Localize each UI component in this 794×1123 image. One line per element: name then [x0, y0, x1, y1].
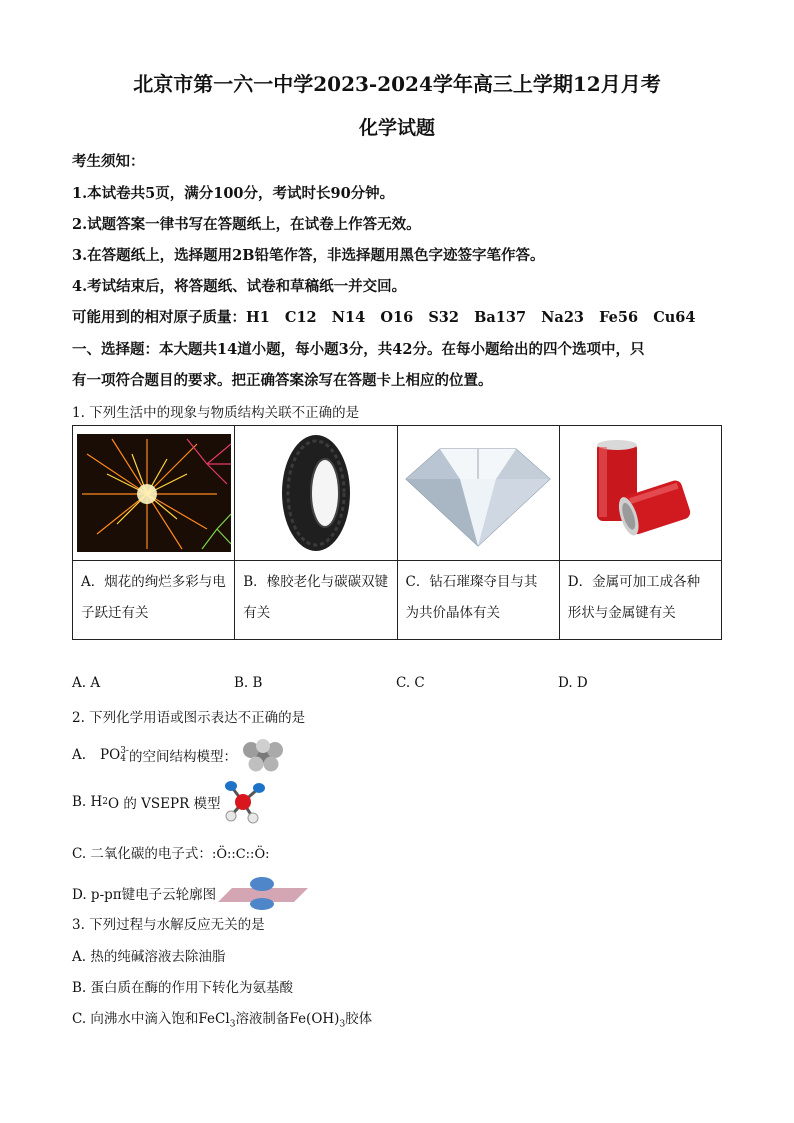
- q3-stem: 3. 下列过程与水解反应无关的是: [72, 917, 265, 933]
- q1-answer-c: C. C: [396, 675, 425, 691]
- q3-c-sub1: 3: [229, 1019, 236, 1030]
- q2-d-text: D. p-pπ键电子云轮廓图: [72, 887, 217, 903]
- q1-option-a-text: A．烟花的绚烂多彩与电子跃迁有关: [73, 561, 235, 640]
- notice-item-4: 4.考试结束后，将答题纸、试卷和草稿纸一并交回。: [72, 278, 407, 295]
- section1-line1: 一、选择题：本大题共14道小题，每小题3分，共42分。在每小题给出的四个选项中，只: [72, 341, 645, 358]
- q1-options-table: [72, 425, 722, 640]
- q2-a-formula: PO: [100, 746, 121, 763]
- q2-option-d: [72, 876, 308, 910]
- q1-option-d-text: D．金属可加工成各种形状与金属键有关: [559, 561, 721, 640]
- q3-c-pre: C. 向沸水中滴入饱和FeCl: [72, 1011, 230, 1027]
- q3-c-sub2: 3: [339, 1019, 346, 1030]
- notice-item-1: 1.本试卷共5页，满分100分，考试时长90分钟。: [72, 185, 395, 202]
- q2-a-prefix: A.: [72, 747, 87, 763]
- q1-answer-b: B. B: [234, 675, 263, 691]
- q2-c-formula: :Ö::C::Ö:: [211, 847, 270, 862]
- q1-option-a-image: [73, 426, 235, 561]
- p-p-pi-orbital-icon: [218, 876, 308, 910]
- exam-subtitle: 化学试题: [358, 117, 435, 139]
- q2-option-c: [72, 842, 269, 862]
- q1-option-b-image: [235, 426, 397, 561]
- q2-c-text: C. 二氧化碳的电子式：: [72, 846, 212, 862]
- q2-option-b: [72, 780, 267, 824]
- notice-item-2: 2.试题答案一律书写在答题纸上，在试卷上作答无效。: [72, 216, 421, 233]
- q1-option-c-image: [397, 426, 559, 561]
- tetrahedral-model-icon: [241, 738, 285, 772]
- cans-icon: [575, 433, 705, 553]
- q2-b-suffix: O 的 VSEPR 模型: [108, 796, 221, 812]
- notice-heading: 考生须知：: [72, 153, 145, 170]
- q2-a-subscript: 4: [120, 754, 126, 765]
- q3-option-c: [72, 1007, 372, 1030]
- q2-option-a: [72, 738, 285, 772]
- diamond-icon: [400, 434, 556, 552]
- q1-option-d-image: [559, 426, 721, 561]
- tire-icon: [271, 432, 361, 554]
- q1-option-b-text: B．橡胶老化与碳碳双键有关: [235, 561, 397, 640]
- q3-option-a: A. 热的纯碱溶液去除油脂: [72, 949, 226, 965]
- notice-item-3: 3.在答题纸上，选择题用2B铅笔作答，非选择题用黑色字迹签字笔作答。: [72, 247, 545, 264]
- q3-c-post: 胶体: [345, 1011, 373, 1027]
- section1-line2: 有一项符合题目的要求。把正确答案涂写在答题卡上相应的位置。: [72, 372, 493, 389]
- q1-answer-a: A. A: [72, 675, 101, 691]
- q3-option-b: B. 蛋白质在酶的作用下转化为氨基酸: [72, 980, 294, 996]
- q3-c-mid: 溶液制备Fe(OH): [235, 1011, 340, 1027]
- atomic-masses: 可能用到的相对原子质量：H1 C12 N14 O16 S32 Ba137 Na23 Fe56 Cu64: [72, 309, 696, 326]
- q2-stem: 2. 下列化学用语或图示表达不正确的是: [72, 710, 306, 726]
- vsepr-model-icon: [223, 780, 267, 824]
- q2-b-prefix: B. H: [72, 794, 103, 810]
- q2-a-charge: 3-: [120, 746, 129, 757]
- fireworks-icon: [77, 434, 231, 552]
- q1-answer-d: D. D: [558, 675, 588, 691]
- q1-stem: 1. 下列生活中的现象与物质结构关联不正确的是: [72, 405, 360, 421]
- q2-b-subscript: 2: [102, 797, 109, 807]
- q2-a-suffix: 的空间结构模型：: [128, 749, 237, 765]
- exam-title: 北京市第一六一中学2023-2024学年高三上学期12月月考: [133, 72, 661, 96]
- q1-option-c-text: C．钻石璀璨夺目与其为共价晶体有关: [397, 561, 559, 640]
